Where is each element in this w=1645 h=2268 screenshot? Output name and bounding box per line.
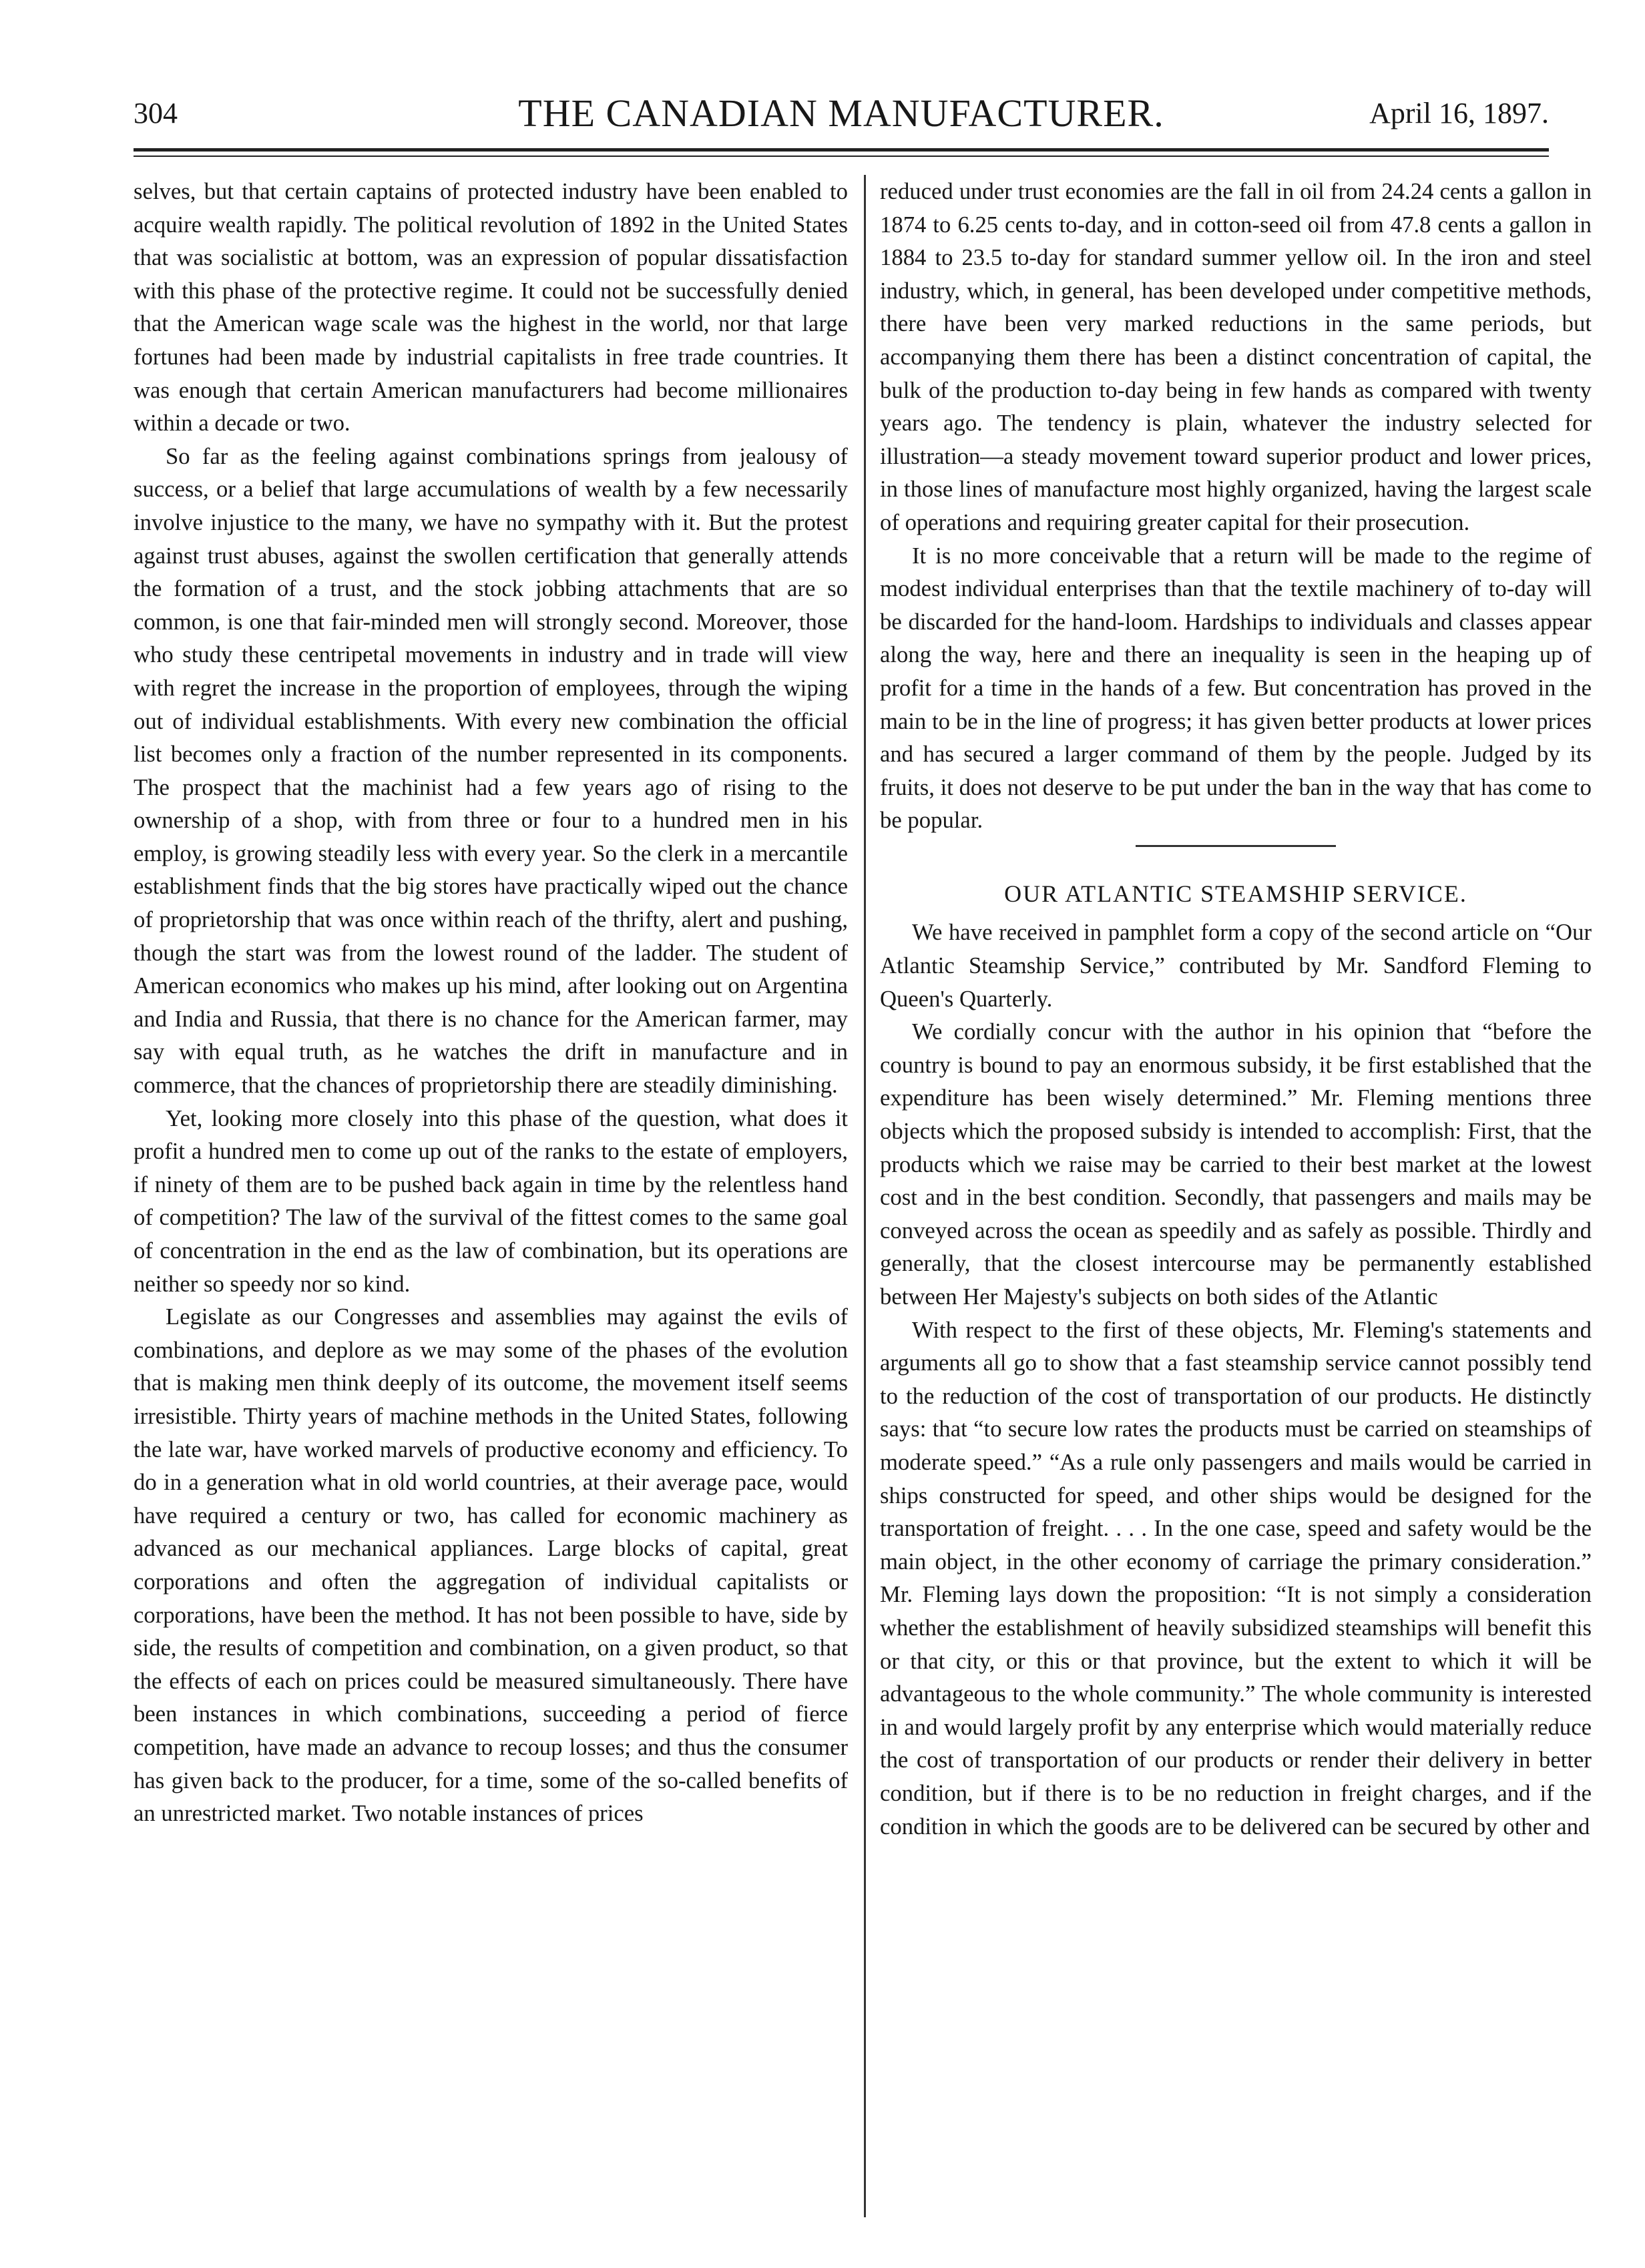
paragraph: With respect to the first of these objects, Mr. Fleming's statements and arguments all go to show that a fast steamship service cannot possibly tend to the reduction of the cost of transportation of our products. He distinctly says: that “to secure low rates the products must be carried on steamships of moderate speed.” “As a rule only passengers and mails would be carried in ships constructed for speed, and other ships would be designed for the transportation of freight. . . . In the one case, speed and safety would be the main object, in the other economy of carriage the primary consideration.” Mr. Fleming lays down the proposition: “It is not simply a consideration whether the establishment of heavily subsidized steamships will benefit this or that city, or this or that province, but the extent to which it will be advantageous to the whole community.” The whole community is interested in and would largely profit by any enterprise which would materially reduce the cost of transportation of our products or render their delivery in better condition, but if there is to be no reduction in freight charges, and if the condition in which the goods are to be delivered can be secured by other and bbox=[880, 1316, 1592, 1839]
section-divider bbox=[1136, 845, 1336, 847]
paragraph: selves, but that certain captains of protected industry have been enabled to acquire wealth rapidly. The political revolution of 1892 in the United States that was socialistic at bottom, was an expression of popular dissatisfaction with this phase of the protective regime. It could not be successfully denied that the American wage scale was the highest in the world, nor that large fortunes had been made by industrial capitalists in free trade countries. It was enough that certain American manufacturers had become millionaires within a decade or two. bbox=[134, 178, 848, 437]
paragraph: reduced under trust economies are the fall in oil from 24.24 cents a gallon in 1874 to 6.25 cents to-day, and in cotton-seed oil from 47.8 cents a gallon in 1884 to 23.5 to-day for standard summer yellow oil. In the iron and steel industry, which, in general, has been developed under competitive methods, there have been very marked reductions in the same periods, but accompanying them there has been a distinct concentration of capital, the bulk of the production to-day being in few hands as compared with twenty years ago. The tendency is plain, whatever the industry selected for illustration—a steady movement toward superior product and lower prices, in those lines of manufacture most highly organized, having the largest scale of operations and requiring greater capital for their prosecution. bbox=[880, 178, 1592, 535]
left-column bbox=[134, 175, 848, 2217]
paragraph: So far as the feeling against combinations springs from jealousy of success, or a belief that large accumulations of wealth by a few necessarily involve injustice to the many, we have no sympathy with it. But the protest against trust abuses, against the swollen certification that generally attends the formation of a trust, and the stock jobbing attachments that are so common, is one that fair-minded men will strongly second. Moreover, those who study these centripetal movements in industry and in trade will view with regret the increase in the proportion of employees, through the wiping out of individual establishments. With every new combination the official list becomes only a fraction of the number represented in its components. The prospect that the machinist had a few years ago of rising to the ownership of a shop, with from three or four to a hundred men in his employ, is growing steadily less with every year. So the clerk in a mercantile establishment finds that the big stores have practically wiped out the chance of proprietorship that was once within reach of the thrifty, alert and pushing, though the start was from the lowest round of the ladder. The student of American economics who makes up his mind, after looking out on Argentina and India and Russia, that there is no chance for the American farmer, may say with equal truth, as he watches the drift in manufacture and in commerce, that the chances of proprietorship there are steadily diminishing. bbox=[134, 443, 848, 1099]
section-heading: OUR ATLANTIC STEAMSHIP SERVICE. bbox=[1004, 880, 1467, 907]
header-rule-thin bbox=[134, 156, 1549, 157]
paragraph: We cordially concur with the author in his opinion that “before the country is bound to pay an enormous subsidy, it be first established that the expenditure has been wisely determined.” Mr. Fleming mentions three objects which the proposed subsidy is intended to accomplish: First, that the products which we raise may be carried to their best market at the lowest cost and in the best condition. Secondly, that passengers and mails may be conveyed across the ocean as speedily and as safely as possible. Thirdly and generally, that the closest intercourse may be permanently established between Her Majesty's subjects on both sides of the Atlantic bbox=[880, 1019, 1592, 1310]
paragraph: Legislate as our Congresses and assemblies may against the evils of combinations, and deplore as we may some of the phases of the evolution that is making men think deeply of its outcome, the movement itself seems irresistible. Thirty years of machine methods in the United States, following the late war, have worked marvels of productive economy and efficiency. To do in a generation what in old world countries, at their average pace, would have required a century or two, has called for economic machinery as advanced as our mechanical appliances. Large blocks of capital, great corporations and often the aggregation of individual capitalists or corporations, have been the method. It has not been possible to have, side by side, the results of competition and combination, on a given product, so that the effects of each on prices could be measured simultaneously. There have been instances in which combinations, succeeding a period of fierce competition, have made an advance to recoup losses; and thus the consumer has given back to the producer, for a time, some of the so-called benefits of an unrestricted market. Two notable instances of prices bbox=[134, 1304, 848, 1827]
header-rule-thick bbox=[134, 148, 1549, 152]
column-divider bbox=[864, 175, 866, 2217]
issue-date: April 16, 1897. bbox=[1369, 97, 1549, 129]
journal-title: THE CANADIAN MANUFACTURER. bbox=[518, 91, 1164, 135]
paragraph: We have received in pamphlet form a copy of the second article on “Our Atlantic Steamship Service,” contributed by Mr. Sandford Fleming to Queen's Quarterly. bbox=[880, 919, 1592, 1012]
page-number: 304 bbox=[134, 97, 178, 129]
running-header bbox=[134, 85, 1549, 146]
paragraph: It is no more conceivable that a return will be made to the regime of modest individual enterprises than that the textile machinery of to-day will be discarded for the hand-loom. Hardships to individuals and classes appear along the way, here and there an inequality is seen in the heaping up of profit for a time in the hands of a few. But concentration has proved in the main to be in the line of progress; it has given better products at lower prices and has secured a larger command of them by the people. Judged by its fruits, it does not deserve to be put under the ban in the way that has come to be popular. bbox=[880, 542, 1592, 834]
right-column bbox=[880, 175, 1592, 2217]
paragraph: Yet, looking more closely into this phase of the question, what does it profit a hundred men to come up out of the ranks to the estate of employers, if ninety of them are to be pushed back again in time by the relentless hand of competition? The law of the survival of the fittest comes to the same goal of concentration in the end as the law of combination, but its operations are neither so speedy nor so kind. bbox=[134, 1105, 848, 1297]
